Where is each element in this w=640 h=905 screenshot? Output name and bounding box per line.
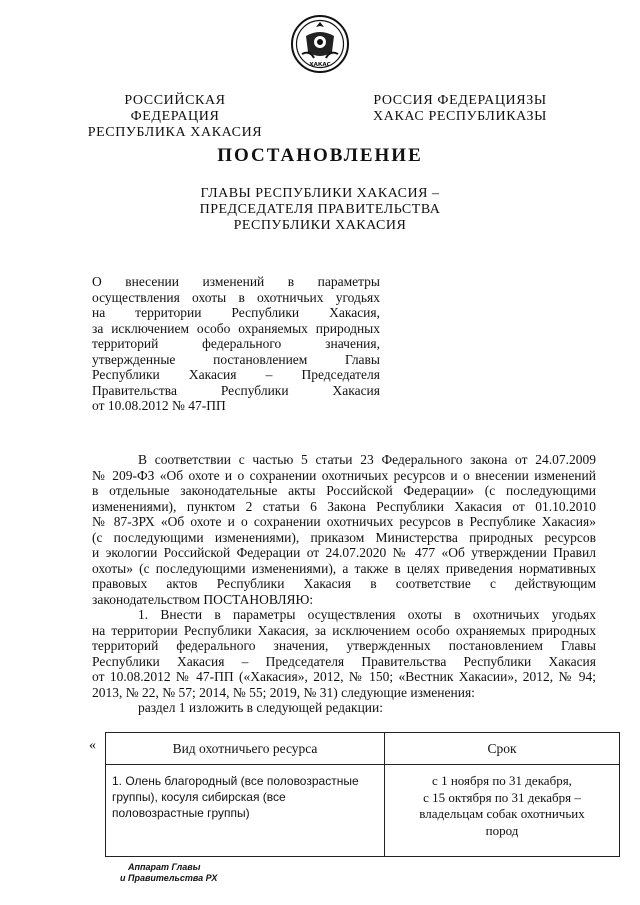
table-header-cell: Вид охотничьего ресурса xyxy=(106,733,385,765)
body-line: в отдельные законодательные акты Российской Федерации» (с последующими xyxy=(92,483,596,498)
header-right-line: ХАКАС РЕСПУБЛИКАЗЫ xyxy=(373,109,547,124)
table-header-cell: Срок xyxy=(385,733,620,765)
emblem-label: ХАКАС xyxy=(309,62,331,68)
subject-line: Правительства Республики Хакасия xyxy=(92,382,380,398)
table-cell-period xyxy=(385,765,620,857)
body-line: законодательством ПОСТАНОВЛЯЮ: xyxy=(92,591,314,607)
header-right-line: РОССИЯ ФЕДЕРАЦИЯЗЫ xyxy=(373,93,547,108)
body-line: правовых актов Республики Хакасия в соответствие с действующим xyxy=(92,576,596,591)
body-line: Республики Хакасия – Председателя Правительства Республики Хакасия xyxy=(92,653,596,669)
body-text xyxy=(92,452,596,716)
header-left-line: РОССИЙСКАЯ ФЕДЕРАЦИЯ xyxy=(124,93,226,124)
subject-line: на территории Республики Хакасия, xyxy=(92,305,380,320)
subject-line: утвержденные постановлением Главы xyxy=(92,351,380,367)
body-line: (с последующими изменениями), приказом Министерства природных ресурсов xyxy=(92,529,596,545)
period-line: с 1 ноября по 31 декабря, xyxy=(432,773,572,788)
body-line: территорий федерального значения, утвержденных постановлением Главы xyxy=(92,638,596,653)
footer-line: и Правительства РХ xyxy=(120,873,218,883)
header-right xyxy=(365,93,555,125)
subject-line: осуществления охоты в охотничьих угодьях xyxy=(92,289,380,305)
subject-line: территорий федерального значения, xyxy=(92,336,380,351)
table-cell-resource: 1. Олень благородный (все половозрастные группы), косуля сибирская (все половозрастные группы) xyxy=(106,765,385,857)
subject-line: О внесении изменений в параметры xyxy=(92,274,380,289)
issuer-block xyxy=(0,186,640,234)
body-line: 2013, № 22, № 57; 2014, № 55; 2019, № 31) следующие изменения: xyxy=(92,684,475,700)
body-line: 1. Внести в параметры осуществления охоты в охотничьих угодьях xyxy=(138,607,596,622)
body-line: на территории Республики Хакасия, за исключением особо охраняемых природных xyxy=(92,622,596,638)
period-line: пород xyxy=(485,822,519,838)
header-left-line: РЕСПУБЛИКА ХАКАСИЯ xyxy=(87,125,263,140)
body-line: В соответствии с частью 5 статьи 23 Федерального закона от 24.07.2009 xyxy=(138,452,596,467)
table-row xyxy=(106,765,620,857)
subject-line: за исключением особо охраняемых природных xyxy=(92,320,380,336)
footer-line: Аппарат Главы xyxy=(128,862,201,872)
body-line: охоты» (с последующими изменениями), а также в целях приведения нормативных xyxy=(92,560,596,576)
body-line: и экологии Российской Федерации от 24.07.2020 № 477 «Об утверждении Правил xyxy=(92,545,596,560)
body-line: № 209-ФЗ «Об охоте и о сохранении охотничьих ресурсов и о внесении изменений xyxy=(92,467,596,483)
period-line: с 15 октября по 31 декабря – xyxy=(423,789,581,805)
body-line: № 87-ЗРХ «Об охоте и о сохранении охотничьих ресурсов в Республике Хакасия» xyxy=(92,514,596,529)
document-type: ПОСТАНОВЛЕНИЕ xyxy=(217,145,423,166)
footer-stamp xyxy=(120,862,217,884)
issuer-line: ГЛАВЫ РЕСПУБЛИКИ ХАКАСИЯ – xyxy=(200,186,440,201)
subject-line: от 10.08.2012 № 47-ПП xyxy=(92,398,226,413)
table-header-row xyxy=(106,733,620,765)
body-line: изменениями), пунктом 2 статьи 6 Закона Республики Хакасия от 01.10.2010 xyxy=(92,498,596,514)
issuer-line: РЕСПУБЛИКИ ХАКАСИЯ xyxy=(233,218,407,233)
issuer-line: ПРЕДСЕДАТЕЛЯ ПРАВИТЕЛЬСТВА xyxy=(199,202,441,217)
header-left xyxy=(80,93,270,141)
subject-block xyxy=(92,274,380,414)
period-line: владельцам собак охотничьих xyxy=(419,806,585,821)
quote-mark: « xyxy=(89,738,96,753)
body-line: от 10.08.2012 № 47-ПП («Хакасия», 2012, № 150; «Вестник Хакасии», 2012, № 94; xyxy=(92,669,596,684)
republic-emblem-icon xyxy=(290,14,350,74)
hunting-periods-table xyxy=(105,732,620,857)
body-line: раздел 1 изложить в следующей редакции: xyxy=(138,700,384,715)
subject-line: Республики Хакасия – Председателя xyxy=(92,367,380,382)
